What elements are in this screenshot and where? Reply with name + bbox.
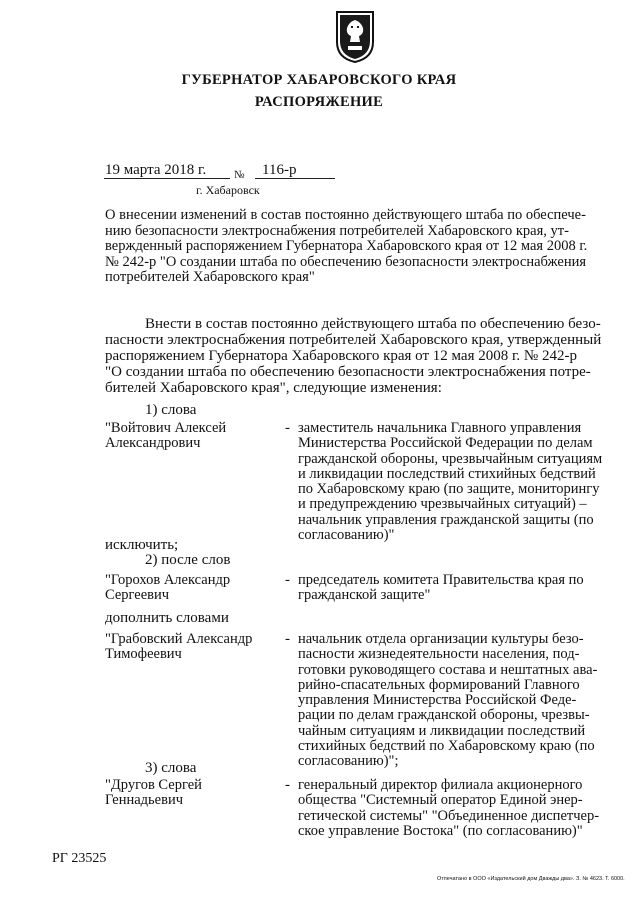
document-type-title: РАСПОРЯЖЕНИЕ bbox=[254, 94, 384, 110]
item-1-dash: - bbox=[285, 420, 290, 436]
item-3-heading: 3) слова bbox=[145, 760, 197, 776]
item-1-action: исключить; bbox=[105, 537, 179, 553]
document-serial: РГ 23525 bbox=[52, 851, 107, 866]
number-underline bbox=[255, 178, 335, 179]
item-1-person: "Войтович Алексей Александрович bbox=[105, 420, 227, 451]
document-number: 116-р bbox=[262, 162, 297, 178]
item-2-action: дополнить словами bbox=[105, 610, 229, 626]
printer-imprint: Отпечатано в ООО «Издательский дом Дважды два». З. № 4623. Т. 6000. bbox=[437, 876, 625, 882]
item-3-person: "Другов Сергей Геннадьевич bbox=[105, 777, 202, 808]
item-2-person: "Горохов Александр Сергеевич bbox=[105, 572, 231, 603]
item-2-added-person: "Грабовский Александр Тимофеевич bbox=[105, 631, 253, 662]
document-issuer-title: ГУБЕРНАТОР ХАБАРОВСКОГО КРАЯ bbox=[181, 72, 457, 88]
item-2-dash: - bbox=[285, 572, 290, 588]
item-1-heading: 1) слова bbox=[145, 402, 197, 418]
date-underline bbox=[104, 178, 230, 179]
item-2-heading: 2) после слов bbox=[145, 552, 231, 568]
item-1-position: заместитель начальника Главного управления Министерства Российской Федерации по делам гражданской обороны, чрезвычайным ситуациям и ликвидации последствий стихийных бедствий по Хабаровскому краю (по защите, мониторингу и предупреждению чрезвычайных ситуаций) – начальник управления гражданской защиты (по согласованию)" bbox=[298, 420, 603, 544]
item-2-position: председатель комитета Правительства края по гражданской защите" bbox=[298, 572, 584, 604]
coat-of-arms-icon bbox=[333, 8, 377, 64]
document-city: г. Хабаровск bbox=[196, 183, 260, 197]
item-2-added-position: начальник отдела организации культуры безо- пасности жизнедеятельности населения, под- готовки руководящего состава и нештатных ава- рийно-спасательных формирований Главного управления Министерства Российской Феде- рации по делам гражданской обороны, чрезвы- чайным ситуациям и ликвидации последствий стихийных бедствий по Хабаровскому краю (по согласованию)"; bbox=[298, 631, 598, 770]
document-subject: О внесении изменений в состав постоянно действующего штаба по обеспече- нию безопасности электроснабжения потребителей Хабаровского края, ут- вержденный распоряжением Губернатора Хабаровского края от 12 мая 2008 г. № 242-р "О создании штаба по обеспечению безопасности электроснабжения потребителей Хабаровского края" bbox=[105, 207, 588, 285]
intro-paragraph: Внести в состав постоянно действующего штаба по обеспечению безо- пасности электроснабжения потребителей Хабаровского края, утвержденный распоряжением Губернатора Хабаровского края от 12 мая 2008 г. № 242-р "О создании штаба по обеспечению безопасности электроснабжения потре- бителей Хабаровского края", следующие изменения: bbox=[105, 316, 602, 396]
number-sign: № bbox=[234, 169, 245, 181]
document-date: 19 марта 2018 г. bbox=[105, 162, 207, 178]
item-3-position: генеральный директор филиала акционерного общества "Системный оператор Единой энер- гетической системы" "Объединенное диспетчер- ское управление Востока" (по согласованию)" bbox=[298, 777, 600, 839]
item-3-dash: - bbox=[285, 777, 290, 793]
item-2-added-dash: - bbox=[285, 631, 290, 647]
